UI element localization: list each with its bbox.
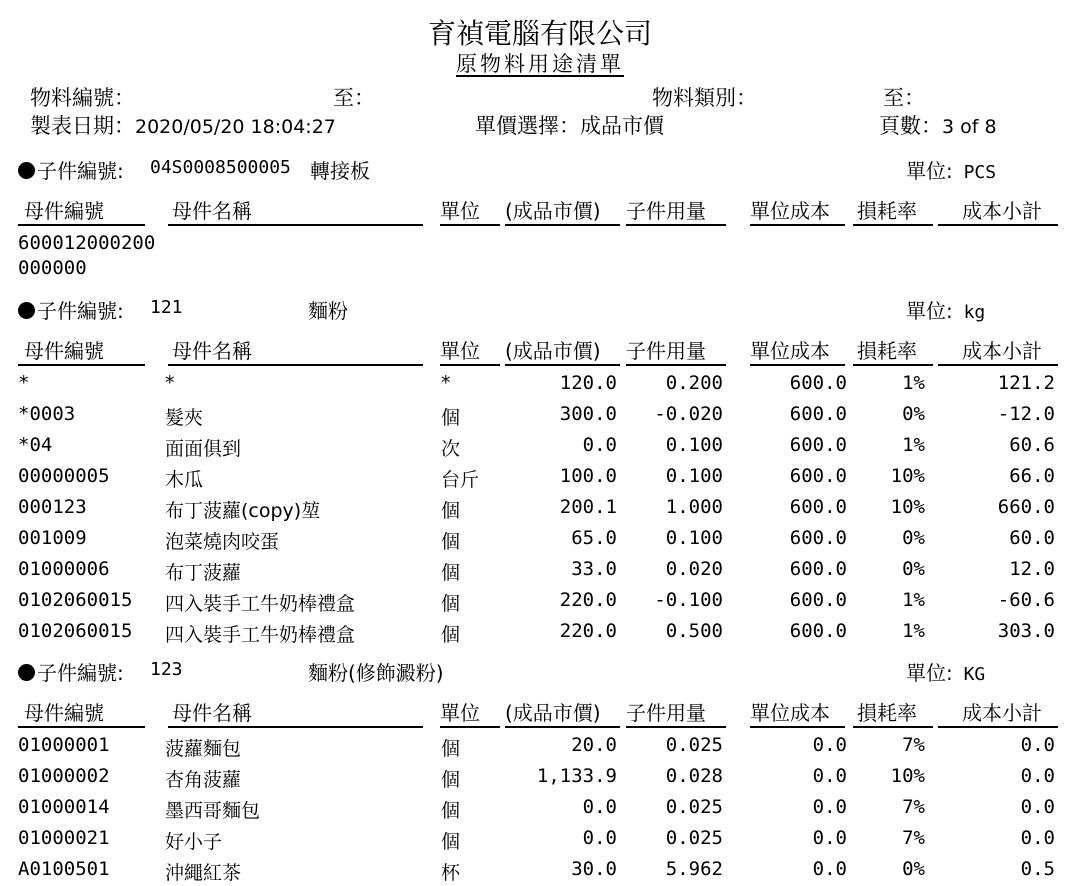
table-cell-subtotal: 0.0 [1020,734,1055,756]
table-cell-no: 0102060015 [18,589,133,611]
header-underline [626,224,726,226]
report-title: 原物料用途清單 [456,52,624,76]
table-cell-name: 泡菜燒肉咬蛋 [165,531,280,553]
bullet-icon [18,302,35,319]
table-cell-unit: 台斤 [441,469,480,491]
table-cell-cost: 600.0 [789,434,847,456]
table-cell-subtotal: 12.0 [1009,558,1055,580]
table-cell-qty: 1.000 [665,496,723,518]
table-cell-name: 布丁菠蘿(copy)堃 [165,500,321,522]
section-code: 04S0008500005 [150,157,291,178]
column-header: 子件用量 [626,701,706,725]
table-cell-name: 布丁菠蘿 [165,562,242,584]
table-cell-no: 01000002 [18,765,110,787]
table-cell-loss: 1% [902,434,925,456]
column-header: 單位成本 [750,339,830,363]
table-cell-price: 20.0 [571,734,617,756]
table-cell-name: 面面俱到 [165,438,242,460]
table-cell-unit: 個 [441,624,461,646]
table-cell-no: 01000014 [18,796,110,818]
section-code: 123 [150,659,183,680]
table-cell-qty: 0.100 [665,434,723,456]
column-header: 損耗率 [857,339,917,363]
column-header: 母件名稱 [172,199,252,223]
table-cell-cost: 0.0 [812,734,847,756]
unit-label: 單位: [906,661,953,685]
column-header: 成本小計 [962,701,1042,725]
table-cell-unit: 個 [441,500,461,522]
table-cell-name: 木瓜 [165,469,204,491]
column-header: (成品市價) [505,701,601,725]
column-header: 母件編號 [24,701,104,725]
section-unit [906,295,985,324]
table-cell-price: 30.0 [571,858,617,880]
section-code: 121 [150,297,183,318]
table-cell-subtotal: 0.0 [1020,827,1055,849]
table-cell-no: 0102060015 [18,620,133,642]
column-header: 單位成本 [750,199,830,223]
section-name: 轉接板 [310,159,370,183]
table-cell-unit: 個 [441,531,461,553]
table-cell-no: *0003 [18,403,76,425]
section-header [18,155,124,184]
table-cell-unit: * [441,372,451,394]
header-underline [938,224,1058,226]
column-header: 母件編號 [24,199,104,223]
table-cell-no: 00000005 [18,465,110,487]
section-name: 麵粉(修飾澱粉) [308,661,444,685]
table-cell-loss: 7% [902,827,925,849]
unit-value: PCS [952,162,997,183]
date-line: 製表日期：2020/05/20 18:04:27 [30,114,336,138]
table-cell-loss: 10% [890,496,925,518]
table-cell-price: 33.0 [571,558,617,580]
material-type-label: 物料類別： [652,86,757,110]
section-header [18,657,124,686]
table-cell-qty: -0.020 [654,403,723,425]
table-cell-subtotal: -60.6 [997,589,1055,611]
company-name: 育禎電腦有限公司 [427,17,652,50]
table-cell-no: 01000001 [18,734,110,756]
table-cell-unit: 杯 [441,862,461,884]
header-underline [18,726,145,728]
table-cell-name: 沖繩紅茶 [165,862,242,884]
column-header: 單位 [440,199,480,223]
section-label: 子件編號: [37,159,124,183]
page-line: 頁數：3 of 8 [879,114,997,138]
table-cell-name: 杏角菠蘿 [165,769,242,791]
parent-no-line-2: 000000 [18,257,87,279]
table-cell-price: 0.0 [582,827,617,849]
column-header: 損耗率 [857,199,917,223]
section-label: 子件編號: [37,661,124,685]
section-header [18,295,124,324]
header-underline [853,224,933,226]
table-cell-price: 200.1 [559,496,617,518]
header-underline [440,224,500,226]
table-cell-loss: 7% [902,796,925,818]
table-cell-unit: 個 [441,738,461,760]
table-cell-unit: 個 [441,562,461,584]
column-header: (成品市價) [505,339,601,363]
table-cell-price: 220.0 [559,589,617,611]
parent-no-line-1: 600012000200 [18,232,156,254]
table-cell-name: * [165,372,175,394]
section-unit [906,155,996,184]
table-cell-cost: 600.0 [789,589,847,611]
table-cell-loss: 7% [902,734,925,756]
table-cell-subtotal: 60.0 [1009,527,1055,549]
table-cell-subtotal: 66.0 [1009,465,1055,487]
table-cell-name: 墨西哥麵包 [165,800,261,822]
table-cell-no: * [18,372,30,394]
table-cell-qty: 0.025 [665,796,723,818]
table-cell-no: *04 [18,434,53,456]
table-cell-name: 四入裝手工牛奶棒禮盒 [165,593,356,615]
unit-label: 單位: [906,159,953,183]
column-header: 單位成本 [750,701,830,725]
table-cell-loss: 0% [902,858,925,880]
table-cell-loss: 0% [902,403,925,425]
header-underline [168,364,423,366]
table-cell-price: 120.0 [559,372,617,394]
unit-label: 單位: [906,299,953,323]
column-header: 損耗率 [857,701,917,725]
table-cell-loss: 1% [902,372,925,394]
table-cell-loss: 10% [890,465,925,487]
table-cell-qty: 0.025 [665,734,723,756]
table-cell-no: 001009 [18,527,87,549]
table-cell-qty: 0.020 [665,558,723,580]
header-underline [505,726,620,728]
to-label-2: 至： [883,86,925,110]
table-cell-loss: 1% [902,589,925,611]
section-name: 麵粉 [308,299,348,323]
header-underline [626,726,726,728]
table-cell-price: 65.0 [571,527,617,549]
table-cell-qty: 0.028 [665,765,723,787]
table-cell-subtotal: 60.6 [1009,434,1055,456]
table-cell-cost: 600.0 [789,465,847,487]
header-underline [505,364,620,366]
header-underline [440,364,500,366]
header-underline [938,726,1058,728]
table-cell-unit: 個 [441,800,461,822]
table-cell-price: 1,133.9 [536,765,617,787]
table-cell-name: 四入裝手工牛奶棒禮盒 [165,624,356,646]
table-cell-price: 220.0 [559,620,617,642]
table-cell-unit: 次 [441,438,461,460]
column-header: 子件用量 [626,339,706,363]
to-label-1: 至： [333,86,375,110]
table-cell-unit: 個 [441,593,461,615]
table-cell-subtotal: 0.0 [1020,796,1055,818]
table-cell-cost: 0.0 [812,858,847,880]
column-header: 成本小計 [962,199,1042,223]
table-cell-price: 0.0 [582,434,617,456]
table-cell-loss: 10% [890,765,925,787]
table-cell-subtotal: 0.0 [1020,765,1055,787]
table-cell-loss: 1% [902,620,925,642]
column-header: (成品市價) [505,199,601,223]
table-cell-price: 0.0 [582,796,617,818]
table-cell-price: 100.0 [559,465,617,487]
table-cell-price: 300.0 [559,403,617,425]
bullet-icon [18,664,35,681]
table-cell-cost: 600.0 [789,372,847,394]
table-cell-cost: 0.0 [812,796,847,818]
table-cell-qty: 0.100 [665,465,723,487]
section-label: 子件編號: [37,299,124,323]
table-cell-cost: 600.0 [789,558,847,580]
table-cell-qty: 0.500 [665,620,723,642]
table-cell-name: 好小子 [165,831,223,853]
table-cell-no: A0100501 [18,858,110,880]
table-cell-loss: 0% [902,558,925,580]
table-cell-loss: 0% [902,527,925,549]
table-cell-subtotal: 121.2 [997,372,1055,394]
table-cell-qty: -0.100 [654,589,723,611]
header-underline [18,364,145,366]
header-underline [505,224,620,226]
unit-value: kg [952,302,986,323]
table-cell-subtotal: 660.0 [997,496,1055,518]
table-cell-subtotal: -12.0 [997,403,1055,425]
header-underline [168,726,423,728]
table-cell-name: 髮夾 [165,407,204,429]
column-header: 單位 [440,701,480,725]
column-header: 成本小計 [962,339,1042,363]
table-cell-no: 01000021 [18,827,110,849]
table-cell-unit: 個 [441,831,461,853]
column-header: 子件用量 [626,199,706,223]
header-underline [440,726,500,728]
header-underline [626,364,726,366]
table-cell-unit: 個 [441,407,461,429]
column-header: 母件名稱 [172,339,252,363]
table-cell-cost: 600.0 [789,403,847,425]
table-cell-qty: 0.100 [665,527,723,549]
column-header: 母件編號 [24,339,104,363]
table-cell-no: 000123 [18,496,87,518]
table-cell-qty: 5.962 [665,858,723,880]
table-cell-cost: 600.0 [789,527,847,549]
table-cell-unit: 個 [441,769,461,791]
table-cell-cost: 600.0 [789,620,847,642]
header-underline [750,726,845,728]
table-cell-cost: 0.0 [812,827,847,849]
table-cell-subtotal: 303.0 [997,620,1055,642]
table-cell-name: 菠蘿麵包 [165,738,242,760]
table-cell-qty: 0.025 [665,827,723,849]
column-header: 單位 [440,339,480,363]
header-underline [853,364,933,366]
price-choice-line: 單價選擇：成品市價 [475,114,664,138]
table-cell-cost: 600.0 [789,496,847,518]
table-cell-no: 01000006 [18,558,110,580]
header-underline [750,364,845,366]
bullet-icon [18,162,35,179]
header-underline [938,364,1058,366]
column-header: 母件名稱 [172,701,252,725]
section-unit [906,657,985,686]
table-cell-cost: 0.0 [812,765,847,787]
header-underline [853,726,933,728]
header-underline [18,224,145,226]
header-underline [750,224,845,226]
table-cell-qty: 0.200 [665,372,723,394]
material-no-label: 物料編號： [30,86,135,110]
header-underline [168,224,423,226]
table-cell-subtotal: 0.5 [1020,858,1055,880]
unit-value: KG [952,664,986,685]
